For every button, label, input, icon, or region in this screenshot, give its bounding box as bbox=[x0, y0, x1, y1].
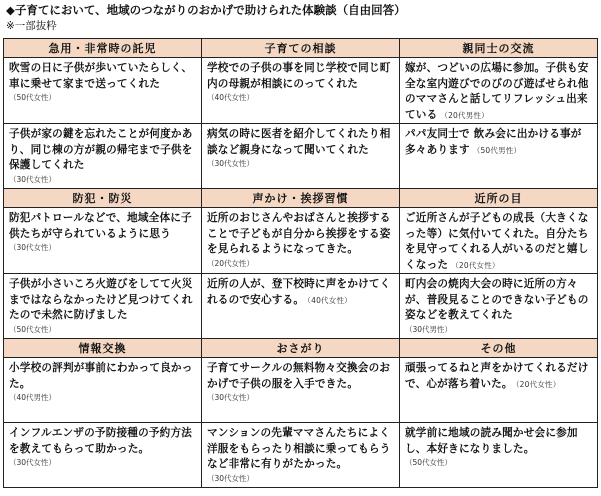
testimonial-cell bbox=[4, 124, 202, 189]
respondent-label: （30代女性） bbox=[9, 243, 57, 252]
testimonial-text: 就学前に地域の読み聞かせ会に参加し、本好きになりました。 bbox=[405, 427, 578, 455]
testimonial-table bbox=[3, 38, 598, 488]
testimonial-text: ご近所さんが子どもの成長（大きくなった等）に気付いてくれた。自分たちを見守ってくれる人がいるのだと嬉しくなった bbox=[405, 212, 589, 271]
category-header: 声かけ・挨拶習慣 bbox=[202, 189, 400, 208]
testimonial-row bbox=[4, 58, 598, 124]
category-header: その他 bbox=[400, 339, 598, 358]
respondent-label: （50代女性） bbox=[405, 458, 453, 467]
testimonial-text: マンションの先輩ママさんたちによく洋服をもらったり相談に乗ってもらうなど非常に有りがたかった。 bbox=[207, 427, 391, 470]
testimonial-text: パパ友同士で 飲み会に出かける事が多々あります bbox=[405, 128, 582, 156]
respondent-label: （20代女性） bbox=[451, 260, 500, 270]
testimonial-cell bbox=[4, 423, 202, 488]
testimonial-text: 子育てサークルの無料物々交換会のおかげで子供の服を入手できた。 bbox=[207, 362, 391, 390]
testimonial-cell bbox=[400, 358, 598, 423]
category-header-row bbox=[4, 339, 598, 358]
testimonial-text: 嫁が、つどいの広場に参加。子供も安全な室内遊びでのびのび遊ばせられ他のママさんと話してリフレッシュ出来ている bbox=[405, 62, 589, 121]
testimonial-text: 学校での子供の事を同じ学校で同じ町内の母親が相談にのってくれた bbox=[207, 62, 391, 90]
category-header: おさがり bbox=[202, 339, 400, 358]
category-header-row bbox=[4, 189, 598, 208]
category-header: 親同士の交流 bbox=[400, 39, 598, 58]
category-header: 情報交換 bbox=[4, 339, 202, 358]
testimonial-cell bbox=[4, 358, 202, 423]
respondent-label: （30代女性） bbox=[9, 174, 57, 184]
testimonial-text: 子供が家の鍵を忘れたことが何度かあり、同じ棟の方が親の帰宅まで子供を保護してくれた bbox=[9, 128, 193, 171]
testimonial-text: 頑張ってるねと声をかけてくれるだけで、心が落ち着いた。 bbox=[405, 362, 589, 390]
respondent-label: （50代女性） bbox=[9, 324, 57, 334]
respondent-label: （50代男性） bbox=[472, 145, 522, 155]
testimonial-row bbox=[4, 208, 598, 274]
respondent-label: （30代女性） bbox=[9, 458, 57, 467]
testimonial-text: 町内会の焼肉大会の時に近所の方々が、普段見ることのできない子どもの姿などを教えてくれた bbox=[405, 278, 589, 321]
category-header: 子育ての相談 bbox=[202, 39, 400, 58]
testimonial-cell bbox=[4, 274, 202, 339]
testimonial-cell bbox=[202, 124, 400, 189]
testimonial-cell bbox=[400, 208, 598, 274]
category-header: 近所の目 bbox=[400, 189, 598, 208]
testimonial-row bbox=[4, 274, 598, 339]
testimonial-text: 小学校の評判が事前にわかって良かった。 bbox=[9, 362, 193, 390]
respondent-label: （50代女性） bbox=[9, 93, 57, 102]
testimonial-text: インフルエンザの予防接種の予約方法を教えてもらって助かった。 bbox=[9, 427, 193, 455]
testimonial-cell bbox=[202, 423, 400, 488]
category-header-row bbox=[4, 39, 598, 58]
testimonial-row bbox=[4, 423, 598, 488]
respondent-label: （40代女性） bbox=[207, 93, 255, 102]
testimonial-cell bbox=[400, 274, 598, 339]
respondent-label: （20代女性） bbox=[207, 258, 255, 268]
testimonial-text: 近所のおじさんやおばさんと挨拶することで子どもが自分から挨拶をする姿を見られるようになってきた。 bbox=[207, 212, 391, 255]
testimonial-row bbox=[4, 124, 598, 189]
testimonial-cell bbox=[4, 58, 202, 124]
testimonial-cell bbox=[400, 423, 598, 488]
testimonial-text: 防犯パトロールなどで、地域全体に子供たちが守られているように思う bbox=[9, 212, 192, 240]
respondent-label: （20代男性） bbox=[440, 110, 489, 120]
category-header: 防犯・防災 bbox=[4, 189, 202, 208]
respondent-label: （40代女性） bbox=[307, 295, 352, 305]
testimonial-cell bbox=[202, 358, 400, 423]
testimonial-cell bbox=[400, 124, 598, 189]
testimonial-text: 近所の人が、登下校時に声をかけてくれるので安心する。 bbox=[207, 278, 391, 306]
testimonial-cell bbox=[202, 208, 400, 274]
respondent-label: （30代女性） bbox=[207, 473, 255, 483]
testimonial-cell bbox=[400, 58, 598, 124]
page-title: ◆子育てにおいて、地域のつながりのおかげで助けられた体験談（自由回答） bbox=[6, 3, 406, 17]
testimonial-cell bbox=[4, 208, 202, 274]
testimonial-text: 病気の時に医者を紹介してくれたり相談など親身になって聞いてくれた bbox=[207, 128, 391, 156]
respondent-label: （30代男性） bbox=[405, 324, 453, 334]
testimonial-cell bbox=[202, 58, 400, 124]
excerpt-note: ※一部抜粋 bbox=[6, 20, 57, 32]
testimonial-cell bbox=[202, 274, 400, 339]
testimonial-text: 子供が小さいころ火遊びをしてて火災まではならなかったけど見つけてくれたので未然に防げました bbox=[9, 278, 193, 321]
respondent-label: （30代女性） bbox=[207, 393, 255, 402]
category-header: 急用・非常時の託児 bbox=[4, 39, 202, 58]
respondent-label: （20代女性） bbox=[515, 379, 561, 389]
respondent-label: （30代女性） bbox=[207, 159, 255, 168]
testimonial-text: 吹雪の日に子供が歩いていたらしく、車に乗せて家まで送ってくれた bbox=[9, 62, 193, 90]
respondent-label: （40代男性） bbox=[9, 393, 57, 402]
testimonial-row bbox=[4, 358, 598, 423]
